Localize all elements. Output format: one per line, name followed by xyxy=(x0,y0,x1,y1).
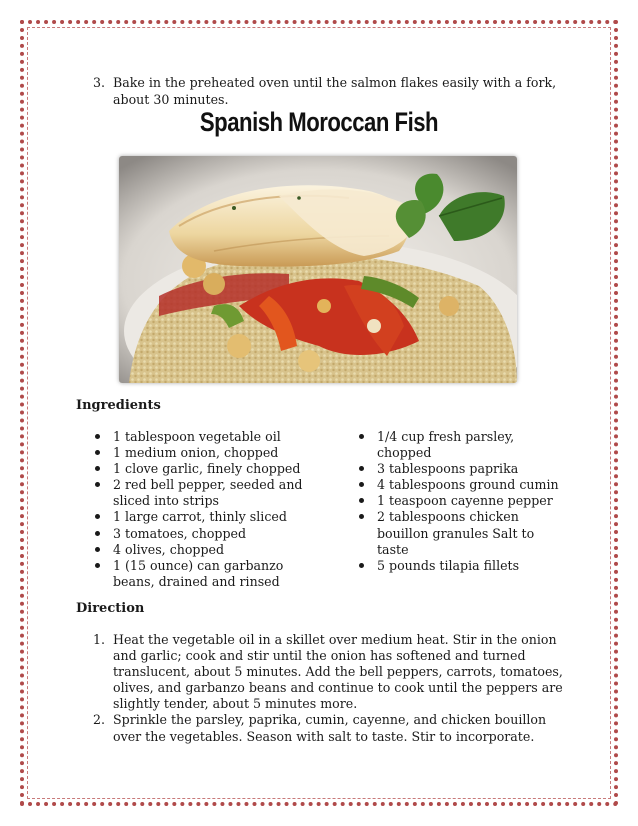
ingredients-list-left xyxy=(95,429,310,590)
ingredient-text: 1/4 cup fresh parsley, chopped xyxy=(377,429,515,461)
list-item xyxy=(359,509,559,557)
bullet-icon xyxy=(95,563,100,568)
bullet-icon xyxy=(95,450,100,455)
list-item xyxy=(95,526,310,542)
step-text: Bake in the preheated oven until the salmon flakes easily with a fork, about 30 minutes. xyxy=(113,75,557,107)
bullet-icon xyxy=(95,547,100,552)
list-item xyxy=(95,542,310,558)
ingredient-text: 1 large carrot, thinly sliced xyxy=(113,509,287,525)
direction-heading: Direction xyxy=(76,601,145,616)
list-item xyxy=(95,429,310,445)
ingredient-text: 1 tablespoon vegetable oil xyxy=(113,429,281,444)
list-item xyxy=(359,461,559,477)
ingredient-text: 3 tomatoes, chopped xyxy=(113,525,247,541)
previous-step xyxy=(93,74,563,108)
step-text: Sprinkle the parsley, paprika, cumin, cayenne, and chicken bouillon over the vegetables. Season with salt to taste. Stir to incorporate. xyxy=(113,712,547,744)
ingredient-text: 4 olives, chopped xyxy=(113,541,225,557)
list-item xyxy=(359,429,559,461)
list-item xyxy=(95,477,310,509)
bullet-icon xyxy=(95,466,100,471)
ingredient-text: 5 pounds tilapia fillets xyxy=(377,557,520,573)
bullet-icon xyxy=(359,498,364,503)
ingredient-text: 3 tablespoons paprika xyxy=(377,461,519,477)
list-item xyxy=(95,509,310,525)
step-text: Heat the vegetable oil in a skillet over medium heat. Stir in the onion and garlic; cook and stir until the onion has softened and turned translucent, about 5 minutes. Add the bell peppers, carrots, tomatoes, olives, and garbanzo beans and continue to cook until the peppers are slightly tender, about 5 minutes more. xyxy=(113,632,563,712)
ingredients-list-right xyxy=(359,429,559,574)
recipe-title: Spanish Moroccan Fish xyxy=(199,107,439,137)
ingredient-text: 2 tablespoons chicken bouillon granules Salt to taste xyxy=(377,509,535,557)
list-item xyxy=(359,558,559,574)
ingredient-text: 1 teaspoon cayenne pepper xyxy=(377,493,553,509)
bullet-icon xyxy=(359,563,364,568)
recipe-photo xyxy=(119,156,517,383)
fish-dish-image xyxy=(119,156,517,383)
direction-step xyxy=(93,632,573,712)
bullet-icon xyxy=(359,514,364,519)
step-number: 2. xyxy=(93,712,106,728)
ingredient-text: 1 clove garlic, finely chopped xyxy=(113,461,301,477)
ingredient-text: 4 tablespoons ground cumin xyxy=(377,477,559,493)
bullet-icon xyxy=(359,434,364,439)
direction-step xyxy=(93,712,573,744)
list-item xyxy=(359,493,559,509)
bullet-icon xyxy=(95,434,100,439)
bullet-icon xyxy=(359,466,364,471)
bullet-icon xyxy=(95,531,100,536)
ingredient-text: 1 medium onion, chopped xyxy=(113,445,279,461)
list-item xyxy=(95,558,310,590)
list-item xyxy=(95,461,310,477)
list-item xyxy=(359,477,559,493)
bullet-icon xyxy=(95,482,100,487)
ingredient-text: 2 red bell pepper, seeded and sliced into strips xyxy=(113,477,303,509)
bullet-icon xyxy=(95,514,100,519)
step-number: 1. xyxy=(93,632,106,647)
ingredients-heading: Ingredients xyxy=(76,398,161,413)
bullet-icon xyxy=(359,482,364,487)
step-number: 3. xyxy=(93,75,106,90)
directions-list xyxy=(93,632,573,745)
ingredient-text: 1 (15 ounce) can garbanzo beans, drained and rinsed xyxy=(113,557,284,589)
list-item xyxy=(95,445,310,461)
